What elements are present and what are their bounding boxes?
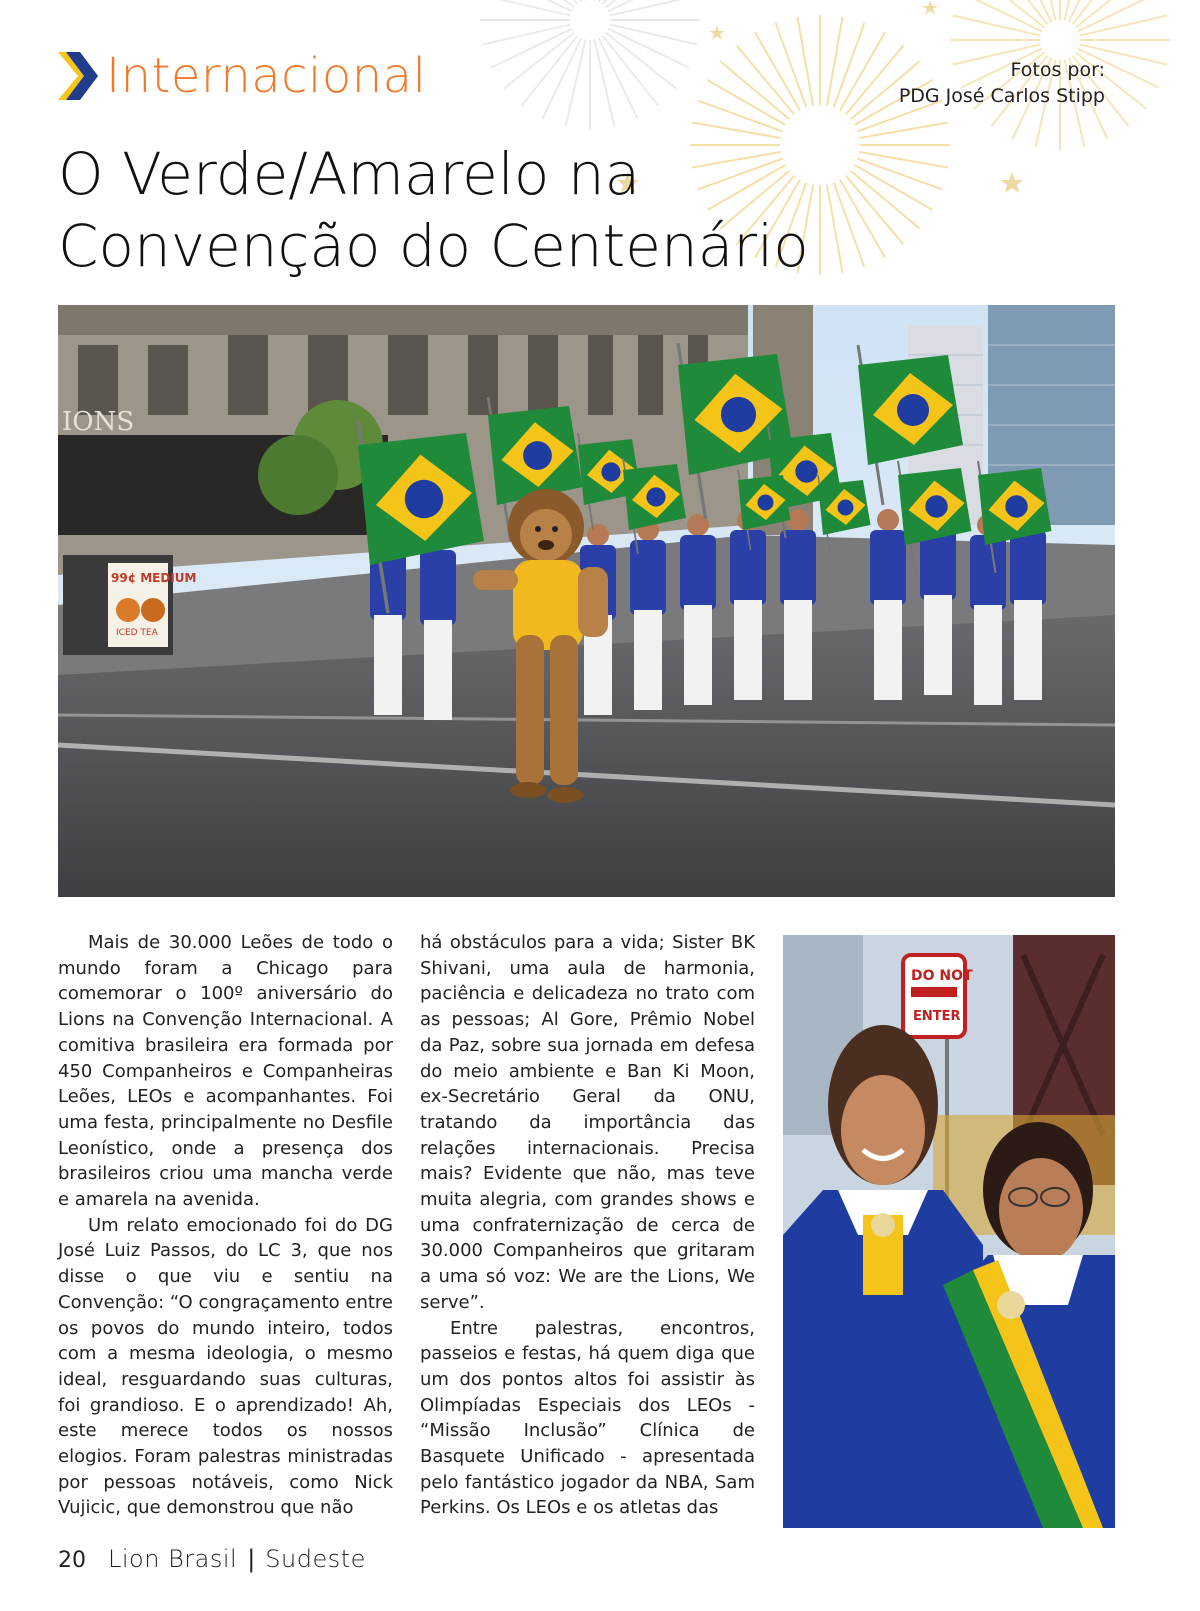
magazine-name: Lion Brasil [108,1545,238,1573]
street-sign-text: DO NOT [911,968,973,984]
portrait-photo [783,935,1115,1528]
page-number: 20 [58,1548,86,1573]
photo-credit-label: Fotos por: [1010,59,1105,81]
headline-line-1: O Verde/Amarelo na [58,140,641,208]
parade-marcher [420,529,456,720]
drink-sign-subtext: ICED TEA [116,628,158,638]
chevron-right-icon [58,52,98,100]
photo-credit-name: PDG José Carlos Stipp [898,85,1105,107]
paragraph: Entre palestras, encontros, passeios e festas, há quem diga que um dos pontos altos foi assistir às Olimpíadas Especiais dos LEOs - “Missão Inclusão” Clínica de Basquete Unificado - apresentada pelo fantástico jogador da NBA, Sam Perkins. Os LEOs e os atletas das [420,1317,755,1519]
parade-marcher [680,514,716,705]
magazine-region: Sudeste [265,1545,366,1573]
section-label: Internacional [106,48,427,104]
page-footer [58,1545,366,1573]
article-headline [58,138,818,282]
photo-credit [899,57,1105,109]
parade-marcher [630,519,666,710]
portrait-illustration [783,935,1115,1528]
building-sign-text: IONS [62,407,135,437]
drink-sign-text: 99¢ MEDIUM [111,571,197,585]
section-header [58,48,427,104]
article-column-1 [58,930,393,1530]
parade-marcher [870,509,906,700]
parade-illustration [58,305,1115,897]
paragraph: Mais de 30.000 Leões de todo o mundo foram a Chicago para comemorar o 100º aniversário do Lions na Convenção Internacional. A comitiva brasileira era formada por 450 Companheiros e Companheiras Leões, LEOs e acompanhantes. Foi uma festa, principalmente no Desfile Leonístico, onde a presença dos brasileiros criou uma mancha verde e amarela na avenida. [58,932,393,1211]
headline-line-2: Convenção do Centenário [58,212,809,280]
article-column-2 [420,930,755,1530]
paragraph: Um relato emocionado foi do DG José Luiz Passos, do LC 3, que nos disse o que viu e sentiu na Convenção: “O congraçamento entre os povos do mundo inteiro, todos com a mesma ideologia, o mesmo ideal, resguardando suas culturas, foi grandioso. E o aprendizado! Ah, este merece todos os nossos elogios. Foram palestras ministradas por pessoas notáveis, como Nick Vujicic, que demonstrou que não [58,1214,393,1519]
hero-parade-photo [58,305,1115,897]
street-sign-subtext: ENTER [913,1009,961,1024]
paragraph: há obstáculos para a vida; Sister BK Shivani, uma aula de harmonia, paciência e delicadeza no trato com as pessoas; Al Gore, Prêmio Nobel da Paz, sobre sua jornada em defesa do meio ambiente e Ban Ki Moon, ex-Secretário Geral da ONU, tratando da importância das relações internacionais. Precisa mais? Evidente que não, mas teve muita alegria, com grandes shows e uma confraternização de cerca de 30.000 Companheiros que gritaram a uma só voz: We are the Lions, We serve”. [420,932,755,1313]
footer-separator: | [247,1545,256,1573]
